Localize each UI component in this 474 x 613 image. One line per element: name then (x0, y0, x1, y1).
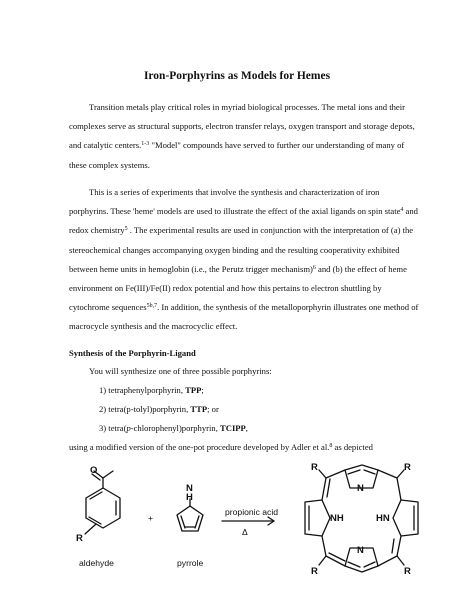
reaction-scheme (0, 455, 474, 613)
pyrrole-n-label: N (186, 483, 193, 494)
aldehyde-structure (85, 471, 120, 534)
porphyrin-r-label: R (404, 566, 411, 577)
section-heading: Synthesis of the Porphyrin-Ligand (69, 348, 196, 358)
porphyrin-n-top-label: N (357, 483, 364, 494)
synthesis-intro-line: You will synthesize one of three possible porphyrins: (89, 366, 272, 376)
aldehyde-label: aldehyde (79, 558, 114, 568)
porphyrin-option-3: 3) tetra(p-chlorophenyl)porphyrin, TCIPP, (99, 423, 248, 433)
page-title: Iron-Porphyrins as Models for Hemes (143, 70, 331, 82)
porphyrin-n-bottom-label: N (357, 545, 364, 556)
citation-ref: 5b,7 (146, 303, 158, 310)
reaction-arrow (222, 517, 274, 525)
intro-paragraph-text-b: "Model" compounds have served to further our understanding of many of these complex systems. (69, 140, 405, 170)
experiments-text-d: and (b) the effect of heme environment on Fe(III)/Fe(II) redox potential and how this pertains to electron shuttling by cytochrome sequences (69, 263, 407, 313)
aldehyde-r-label: R (76, 533, 83, 544)
citation-ref: 6 (312, 264, 316, 271)
porphyrin-option-2: 2) tetra(p-tolyl)porphyrin, TTP; or (99, 404, 219, 414)
porphyrin-r-label: R (311, 566, 318, 577)
heat-label: Δ (242, 527, 248, 537)
experiments-text-a: This is a series of experiments that involve the synthesis and characterization of iron porphyrins. These 'heme' models are used to illustrate the effect of the axial ligands on spin state (69, 187, 401, 217)
reagent-label: propionic acid (225, 507, 279, 517)
pyrrole-h-label: H (186, 492, 193, 503)
plus-sign: + (148, 513, 154, 523)
citation-ref: 1-3 (141, 141, 150, 148)
porphyrin-option-1: 1) tetraphenylporphyrin, TPP; (99, 385, 204, 395)
porphyrin-r-label: R (311, 462, 318, 473)
experiments-paragraph (69, 183, 419, 337)
pyrrole-label: pyrrole (177, 558, 204, 568)
porphyrin-r-label: R (404, 462, 411, 473)
experiments-text-e: . In addition, the synthesis of the metalloporphyrin illustrates one method of macrocycle synthesis and the macrocyclic effect. (69, 302, 419, 332)
citation-ref: 4 (400, 207, 404, 214)
experiments-text-c: . The experimental results are used in conjunction with the interpretation of (a) the stereochemical changes accompanying oxygen binding and the resulting cooperativity exhibited between heme units in hemoglobin (i.e., the Perutz trigger mechanism) (69, 225, 414, 274)
porphyrin-nh-label: NH (330, 513, 344, 524)
pyrrole-structure (177, 499, 203, 531)
procedure-line: using a modified version of the one-pot procedure developed by Adler et al.$^8$ as depicted (69, 442, 373, 452)
experiments-text-b: and redox chemistry (69, 206, 418, 236)
porphyrin-hn-label: HN (376, 513, 390, 524)
aldehyde-oxygen-label: O (90, 465, 98, 476)
citation-ref: 8 (329, 443, 333, 449)
intro-paragraph-text-a: Transition metals play critical roles in myriad biological processes. The metal ions and their complexes serve as structural supports, electron transfer relays, oxygen transport and storage depots, and catalytic centers. (69, 102, 415, 151)
intro-paragraph (69, 98, 419, 175)
citation-ref: 5 (124, 226, 128, 233)
